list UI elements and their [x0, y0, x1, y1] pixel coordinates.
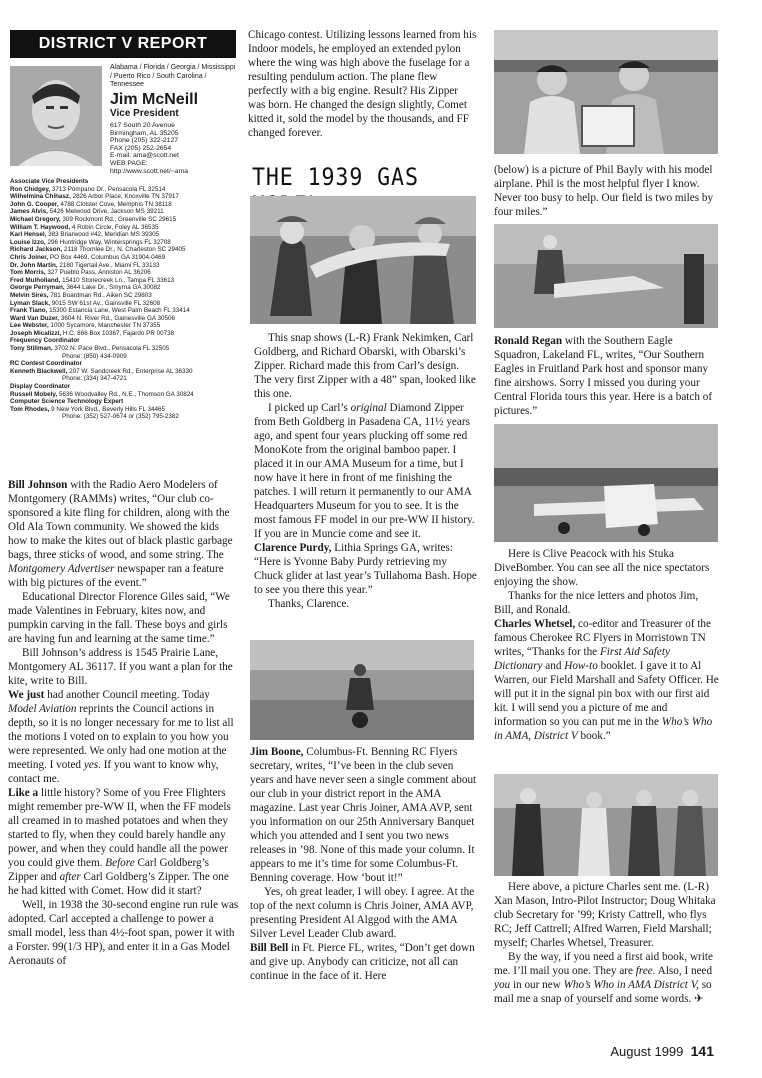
council-paragraph: We just had another Council meeting. Today Model Aviation reprints the Council actions in depth, so it is no longer necessary for me to list all the motions I voted on to explain to you how you were represented. We only had one motion at the meeting. I voted yes. If you want to know why, contact me.	[8, 689, 234, 785]
obey-paragraph: Yes, oh great leader, I will obey. I agree. At the top of the next column is Chris Joiner, AMA AVP, presenting President Al Alggod with the AMA Silver Level Leader Club award.	[250, 886, 475, 940]
vp-phone: Phone (205) 322-2127	[110, 137, 179, 145]
footer-month: August 1999	[610, 1044, 684, 1059]
vp-name: Jim McNeill	[110, 91, 199, 108]
vp-email: E-mail: ama@scott.net	[110, 152, 179, 160]
officer-entry: Chris Joiner, PO Box 4469, Columbus GA 31904-0469	[10, 253, 166, 261]
officer-entry: Joseph Micalizzi, H.C. 866 Box 10367, Fajardo PR 00738	[10, 329, 175, 337]
vp-portrait	[10, 66, 102, 166]
officer-entry: Wilhelmina Chihasz, 2826 Arbor Place, Knoxville TN 37917	[10, 193, 179, 201]
first-aid-paragraph: By the way, if you need a first aid book, write me. I’ll mail you one. They are free. Also, I need you in our new Who’s Who in AMA District V, so mail me a snap of yourself and some words. ✈	[494, 951, 713, 1005]
stuka-photo-image	[494, 424, 718, 542]
phil-bayly-paragraph: (below) is a picture of Phil Bayly with his model airplane. Phil is the most helpful flyer I know. Never too busy to help. Our field is two miles by four miles.”	[494, 164, 714, 218]
award-photo-image	[494, 30, 718, 154]
vp-title: Vice President	[110, 108, 179, 119]
officer-entry: Russell Mobely, 5636 Woodvalley Rd., N.E., Thomson GA 30824	[10, 390, 194, 398]
glider-photo-image	[250, 640, 474, 740]
stuka-photo	[494, 424, 718, 542]
vp-contact	[110, 122, 238, 175]
group-caption: Here above, a picture Charles sent me. (L-R) Xan Mason, Intro-Pilot Instructor; Doug Whitaka club Secretary for ’99; Kristy Cattrell, who flys RC; Jeff Cattrell; Alfred Warren, Field Marshall; myself; Charles Whetsel, Treasurer.	[494, 881, 716, 949]
officer-entry: Tony Stillman, 3702 N. Pace Blvd., Pensacola FL 32505	[10, 345, 170, 353]
vp-url: http://www.scott.net/~ama	[110, 167, 189, 175]
vp-address2: Birmingham, AL 35205	[110, 129, 179, 137]
officer-entry: Dr. John Martin, 2180 Tigertail Ave., Miami FL 33133	[10, 261, 160, 269]
regan-paragraph: Ronald Regan with the Southern Eagle Squadron, Lakeland FL, writes, “Our Southern Eagles in Fruitland Park host and sponsor many fine airshows. Sorry I missed you during your Central Florida tours this year. Here is a batch of pictures.”	[494, 335, 713, 417]
thanks-letters: Thanks for the nice letters and photos Jim, Bill, and Ronald.	[494, 590, 699, 616]
officer-heading: Frequency Coordinator	[10, 337, 80, 345]
glider-photo	[250, 640, 474, 740]
officer-entry: George Perryman, 3644 Lake Dr., Smyrna GA 30082	[10, 284, 161, 292]
boone-paragraph: Jim Boone, Columbus-Ft. Benning RC Flyers secretary, writes, “I’ve been in the club seven years and have never seen a single comment about our club in your district report in the AMA magazine. Last year Chris Joiner, AMA AVP, sent you information on our 25th Anniversary Banquet which you attended and I sent you two news releases in ’98. None of this made your column. It appears to me it’s time for some Columbus-Ft. Benning coverage. How ‘bout it!”	[250, 746, 477, 884]
officer-entry: Tom Morris, 327 Pueblo Pass, Anniston AL 36206	[10, 269, 151, 277]
zipper-photo	[250, 196, 476, 324]
officer-entry: Ward Van Duzer, 3604 N. River Rd., Gainesville GA 30506	[10, 314, 175, 322]
officer-entry: Phone: (334) 347-4721	[62, 375, 127, 383]
officer-entry: Ron Chidgey, 3713 Pompano Dr., Pensacola FL 32514	[10, 185, 166, 193]
officer-entry: Lyman Slack, 9015 SW 61st Av., Gainsville FL 32608	[10, 299, 161, 307]
vp-webpage: WEB PAGE:	[110, 159, 148, 167]
gas-model-title: THE 1939 GAS	[252, 163, 419, 191]
address-paragraph: Bill Johnson’s address is 1545 Prairie Lane, Montgomery AL 36117. If you want a plan for the kite, write to Bill.	[8, 647, 233, 687]
officer-entry: John G. Cooper, 4788 Cloister Cove, Memphis TN 38118	[10, 200, 172, 208]
officer-entry: Fred Mulholland, 15410 Stonecreek Ln., Tampa FL 33613	[10, 276, 175, 284]
officer-entry: Tom Rhodes, 9 New York Blvd., Beverly Hills FL 34465	[10, 405, 166, 413]
engine-rule-paragraph: Well, in 1938 the 30-second engine run rule was adopted. Carl accepted a challenge to power a small model, less than 4½-foot span, power it with a Forster. 99(1/3 HP), and enter it in a Gas Model Aeronauts of	[8, 899, 239, 967]
officer-entry: Phone: (850) 434-0909	[62, 352, 127, 360]
clive-caption: Here is Clive Peacock with his Stuka DiveBomber. You can see all the nice spectators enjoying the show.	[494, 548, 710, 588]
officer-entry: Karl Hensel, 383 Briarwood #42, Meridian MS 39305	[10, 231, 160, 239]
officer-heading: Associate Vice Presidents	[10, 178, 89, 185]
section-banner: DISTRICT V REPORT	[10, 30, 236, 58]
thanks-clarence: Thanks, Clarence.	[268, 598, 350, 610]
diamond-zipper-paragraph: I picked up Carl’s original Diamond Zipper from Beth Goldberg in Pasadena CA, 11½ years ago, and spent four years plucking off some red MonoKote from the original bamboo paper. I placed it in our AMA Museum for a time, but I now have it here in front of me finishing the patches. I will return it permanently to our AMA Headquarters Museum for you to see. It is the most famous FF model in our pre-WW II history. If you are in Muncie come and see it.	[254, 402, 475, 540]
page-footer	[610, 1043, 714, 1059]
bill-johnson-paragraph: Bill Johnson with the Radio Aero Modelers of Montgomery (RAMMs) writes, “Our club co-sponsored a kite fling for children, along with the Old Ala Town community. We showed the kids how to make the kites out of black plastic garbage bags, three sticks of wood, and some string. The Montgomery Advertiser newspaper ran a feature with big pictures of the event.”	[8, 479, 233, 589]
award-photo	[494, 30, 718, 154]
officer-entry: Kenneth Blackwell, 207 W. Sandcreek Rd., Enterprise AL 36330	[10, 367, 193, 375]
vp-fax: FAX (205) 252-2654	[110, 144, 172, 152]
officer-entry: Michael Gregory, 309 Rockmont Rd., Greenville SC 29615	[10, 215, 177, 223]
officer-heading: Display Coordinator	[10, 383, 71, 391]
officer-entry: Lee Webster, 1000 Sycamore, Manchester TN 37355	[10, 322, 161, 330]
education-paragraph: Educational Director Florence Giles said, “We made Valentines in February, kites now, and pumpkin carving in the fall. These boys and girls are having fun and learning at the same time.”	[8, 591, 230, 645]
chicago-paragraph: Chicago contest. Utilizing lessons learned from his Indoor models, he employed an extended pylon where the wing was high above the fuselage for a resulting pendulum action. The plane flew perfectly with a big engine. Result? His Zipper was born. He changed the design slightly, Comet kitted it, sold the model by the thousands, and FF changed forever.	[248, 29, 477, 139]
vp-address1: 617 South 20 Avenue	[110, 122, 175, 129]
phil-bayly-photo	[494, 224, 718, 328]
officer-entry: William T. Haywood, 4 Robin Circle, Foley AL 36535	[10, 223, 159, 231]
officer-entry: Melvin Sires, 781 Boardman Rd., Aiken SC 29803	[10, 291, 152, 299]
snap-caption: This snap shows (L-R) Frank Nekimken, Carl Goldberg, and Richard Obarski, with Obarski’s Zipper. Richard made this from Carl’s design. The very first Zipper with a 48” span, looked like this one.	[254, 332, 476, 400]
cherokee-group-photo-image	[494, 774, 718, 876]
history-paragraph: Like a little history? Some of you Free Flighters might remember pre-WW II, when the FF models all creamed in to mashed potatoes and when they started to fly, when they could barely handle any power, and when they could handle all the power you could give them. Before Carl Goldberg’s Zipper and after Carl Goldberg’s Zipper. The one he had kitted with Comet. How did it start?	[8, 787, 231, 897]
vp-states: Alabama / Florida / Georgia / Mississippi / Puerto Rico / South Carolina / Tennessee	[110, 64, 236, 88]
officer-entry: Louise Izzo, 296 Huntridge Way, Wintersprings FL 32708	[10, 238, 171, 246]
officer-entry: Phone: (352) 527-0674 or (352) 795-2382	[62, 413, 179, 421]
bell-paragraph: Bill Bell in Ft. Pierce FL, writes, “Don’t get down and give up. Anybody can criticize, not all can continue in the face of it. Here	[250, 942, 475, 982]
officer-heading: RC Contest Coordinator	[10, 360, 83, 368]
officer-heading: Computer Science Technology Expert	[10, 398, 124, 406]
whetsel-paragraph: Charles Whetsel, co-editor and Treasurer of the famous Cherokee RC Flyers in Morristown TN writes, “Thanks for the First Aid Safety Dictionary and How-to booklet. I gave it to Al Warren, our Field Marshall and Safety Officer. He will put it in the signal pin box with our first aid kit. I will send you a picture of me and information so you can put me in the Who’s Who in AMA, District V book.”	[494, 618, 719, 742]
phil-bayly-photo-image	[494, 224, 718, 328]
vp-portrait-image	[10, 66, 102, 166]
cherokee-group-photo	[494, 774, 718, 876]
purdy-paragraph: Clarence Purdy, Lithia Springs GA, writes: “Here is Yvonne Baby Purdy retrieving my Chuck glider at last year’s Tullahoma Bash. Hope to see you there this year.”	[254, 542, 477, 596]
officer-entry: Richard Jackson, 2118 Thornlee Dr., N. Charleston SC 29405	[10, 246, 186, 254]
officer-entry: Frank Tiano, 15300 Estancia Lane, West Palm Beach FL 33414	[10, 307, 190, 315]
officer-list	[10, 178, 238, 421]
page-number: 141	[690, 1043, 714, 1059]
zipper-photo-image	[250, 196, 476, 324]
officer-entry: James Alvis, 5426 Melwood Drive, Jackson MS 39211	[10, 208, 164, 216]
